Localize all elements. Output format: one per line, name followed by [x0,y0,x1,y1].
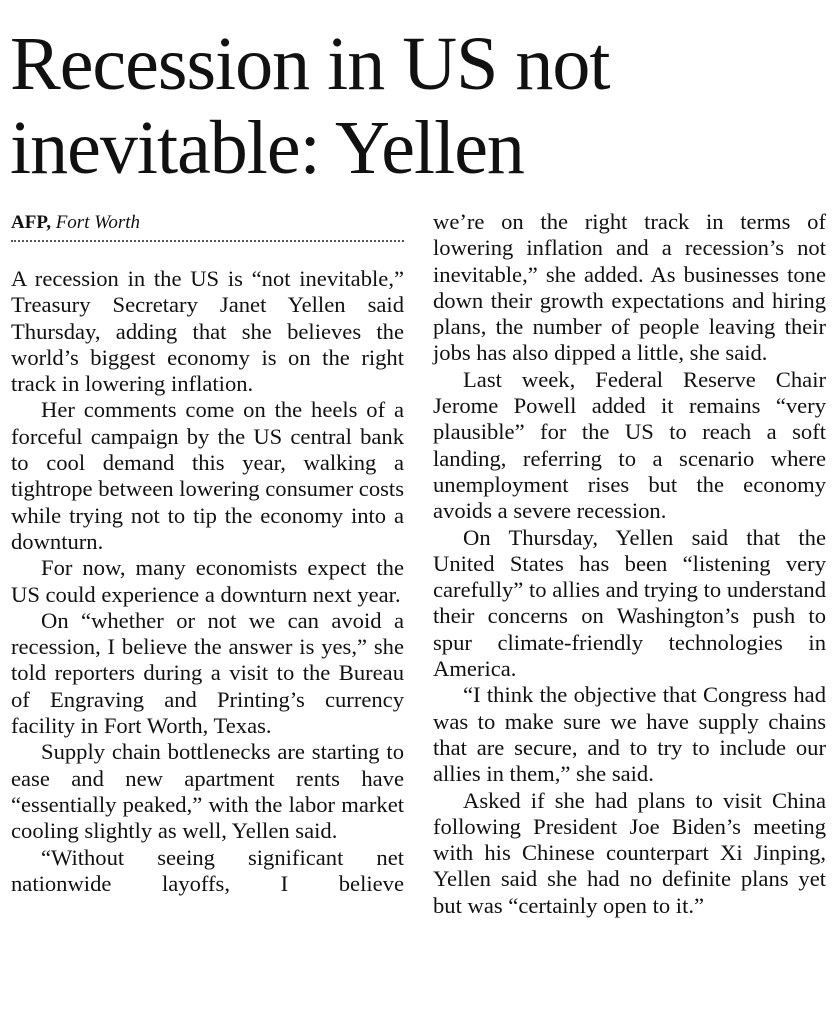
paragraph: Last week, Federal Reserve Chair Jerome Powell added it remains “very plausible” for the US to reach a soft landing, referring to a scenario where unemployment rises but the economy avoids a severe recession. [433,366,826,524]
paragraph: “I think the objective that Congress had was to make sure we have supply chains that are secure, and to try to include our allies in them,” she said. [433,682,826,787]
headline: Recession in US not inevitable: Yellen [10,22,610,190]
paragraph: On “whether or not we can avoid a recession, I believe the answer is yes,” she told reporters during a visit to the Bureau of Engraving and Printing’s currency facility in Fort Worth, Texas. [11,607,404,739]
article-column-left [11,210,404,897]
paragraph: Supply chain bottlenecks are starting to ease and new apartment rents have “essentially peaked,” with the labor market cooling slightly as well, Yellen said. [11,739,404,844]
paragraph: Asked if she had plans to visit China following President Joe Biden’s meeting with his Chinese counterpart Xi Jinping, Yellen said she had no definite plans yet but was “certainly open to it.” [433,787,826,918]
byline-location: Fort Worth [55,212,140,233]
article-column-right [433,209,826,919]
paragraph: For now, many economists expect the US could experience a downturn next year. [11,555,404,607]
byline-agency: AFP, [11,212,51,233]
paragraph: Her comments come on the heels of a forceful campaign by the US central bank to cool demand this year, walking a tightrope between lowering consumer costs while trying not to tip the economy into a downturn. [11,397,404,554]
byline [11,210,404,242]
paragraph: A recession in the US is “not inevitable,” Treasury Secretary Janet Yellen said Thursday, adding that she believes the world’s biggest economy is on the right track in lowering inflation. [11,266,404,397]
paragraph: we’re on the right track in terms of lowering inflation and a recession’s not inevitable,” she added. As businesses tone down their growth expectations and hiring plans, the number of people leaving their jobs has also dipped a little, she said. [433,209,826,366]
paragraph: “Without seeing significant net nationwide layoffs, I believe [11,844,404,896]
paragraph: On Thursday, Yellen said that the United States has been “listening very carefully” to allies and trying to understand their concerns on Washington’s push to spur climate-friendly technologies in America. [433,524,826,682]
